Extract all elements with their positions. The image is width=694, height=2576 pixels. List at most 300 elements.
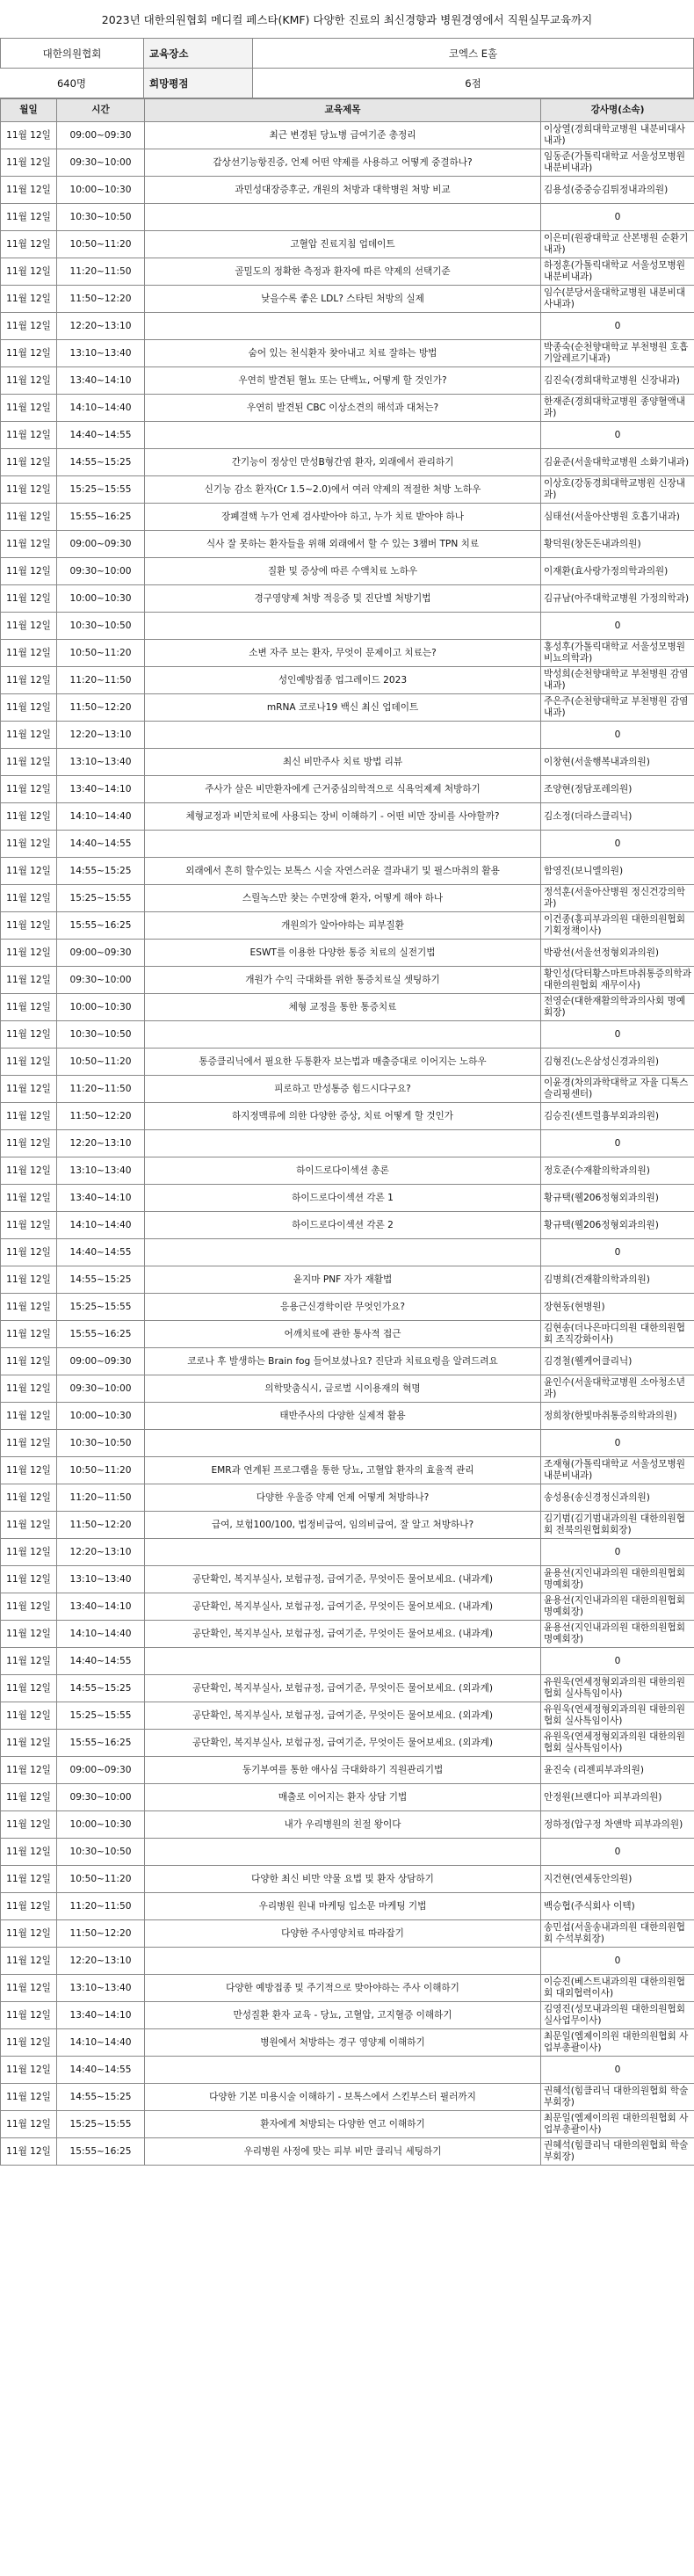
table-row — [1, 258, 694, 286]
session-time: 15:55~16:25 — [57, 2138, 145, 2166]
session-topic — [145, 1021, 541, 1049]
table-row — [1, 940, 694, 967]
session-speaker: 이상열(경희대학교병원 내분비대사내과) — [541, 122, 694, 149]
session-speaker: 박광선(서울선정형외과의원) — [541, 940, 694, 967]
session-speaker: 주은주(순천향대학교 부천병원 감염내과) — [541, 694, 694, 722]
session-speaker: 지건현(연세동안의원) — [541, 1866, 694, 1893]
table-row — [1, 613, 694, 640]
session-topic: 성인예방접종 업그레이드 2023 — [145, 667, 541, 694]
session-speaker: 이은미(원광대학교 산본병원 순환기내과) — [541, 231, 694, 258]
session-topic: 병원에서 처방하는 경구 영양제 이해하기 — [145, 2029, 541, 2057]
session-topic: 숨어 있는 천식환자 찾아내고 치료 잘하는 방법 — [145, 340, 541, 367]
session-date: 11월 12일 — [1, 313, 57, 340]
session-speaker: 0 — [541, 1430, 694, 1457]
session-speaker: 정호준(수재활의학과의원) — [541, 1157, 694, 1185]
session-topic: 응용근신경학이란 무엇인가요? — [145, 1294, 541, 1321]
session-topic: 동기부여를 통한 애사심 극대화하기 직원관리기법 — [145, 1757, 541, 1784]
table-row — [1, 694, 694, 722]
session-speaker: 송민섭(서울송내과의원 대한의원협회 수석부회장) — [541, 1920, 694, 1948]
session-topic: 질환 및 증상에 따른 수액치료 노하우 — [145, 558, 541, 585]
session-topic: 어깨치료에 관한 통사적 접근 — [145, 1321, 541, 1348]
session-topic: 하이드로다이섹션 총론 — [145, 1157, 541, 1185]
session-speaker: 이상호(강동경희대학교병원 신장내과) — [541, 476, 694, 504]
table-row — [1, 558, 694, 585]
session-speaker: 전영순(대한재활의학과의사회 명예회장) — [541, 994, 694, 1021]
session-time: 10:50~11:20 — [57, 1866, 145, 1893]
session-topic: 피로하고 만성통증 힘드시다구요? — [145, 1076, 541, 1103]
session-date: 11월 12일 — [1, 2002, 57, 2029]
session-date: 11월 12일 — [1, 1839, 57, 1866]
session-date: 11월 12일 — [1, 367, 57, 395]
session-speaker: 박성희(순천향대학교 부천병원 감염내과) — [541, 667, 694, 694]
session-speaker: 정하정(압구정 차앤박 피부과의원) — [541, 1811, 694, 1839]
session-time: 10:30~10:50 — [57, 1021, 145, 1049]
session-topic: 우리병원 사정에 맞는 피부 비만 클리닉 세팅하기 — [145, 2138, 541, 2166]
table-row — [1, 395, 694, 422]
session-date: 11월 12일 — [1, 1512, 57, 1539]
table-row — [1, 1103, 694, 1130]
table-row — [1, 1948, 694, 1975]
session-speaker: 임동준(가톨릭대학교 서울성모병원 내분비내과) — [541, 149, 694, 177]
session-speaker: 함영진(보니엘의원) — [541, 858, 694, 885]
session-time: 13:10~13:40 — [57, 1157, 145, 1185]
session-date: 11월 12일 — [1, 1185, 57, 1212]
table-row — [1, 1021, 694, 1049]
session-time: 14:40~14:55 — [57, 831, 145, 858]
session-speaker: 이창현(서울행복내과의원) — [541, 749, 694, 776]
session-time: 13:40~14:10 — [57, 1593, 145, 1621]
session-date: 11월 12일 — [1, 940, 57, 967]
session-speaker: 0 — [541, 1539, 694, 1566]
session-time: 13:10~13:40 — [57, 1975, 145, 2002]
session-time: 13:40~14:10 — [57, 776, 145, 803]
session-date: 11월 12일 — [1, 449, 57, 476]
session-speaker: 김진숙(경희대학교병원 신장내과) — [541, 367, 694, 395]
table-row — [1, 1212, 694, 1239]
session-time: 13:40~14:10 — [57, 2002, 145, 2029]
session-date: 11월 12일 — [1, 286, 57, 313]
session-time: 10:00~10:30 — [57, 1811, 145, 1839]
session-speaker: 0 — [541, 422, 694, 449]
table-row — [1, 1648, 694, 1675]
session-topic: 만성질환 환자 교육 - 당뇨, 고혈압, 고지혈증 이해하기 — [145, 2002, 541, 2029]
table-row — [1, 1130, 694, 1157]
session-speaker: 0 — [541, 1948, 694, 1975]
session-time: 15:55~16:25 — [57, 1321, 145, 1348]
session-topic: 갑상선기능항진증, 언제 어떤 약제를 사용하고 어떻게 중결하나? — [145, 149, 541, 177]
session-time: 11:20~11:50 — [57, 258, 145, 286]
session-date: 11월 12일 — [1, 1239, 57, 1266]
session-time: 11:20~11:50 — [57, 667, 145, 694]
table-row — [1, 585, 694, 613]
session-speaker: 0 — [541, 613, 694, 640]
session-time: 15:25~15:55 — [57, 2111, 145, 2138]
session-date: 11월 12일 — [1, 1484, 57, 1512]
session-speaker: 최문일(엠제이의원 대한의원협회 사업부총괄이사) — [541, 2111, 694, 2138]
session-topic: 환자에게 처방되는 다양한 연고 이해하기 — [145, 2111, 541, 2138]
session-topic: 경구영양제 처방 적응증 및 진단별 처방기법 — [145, 585, 541, 613]
session-date: 11월 12일 — [1, 1266, 57, 1294]
session-time: 09:00~09:30 — [57, 531, 145, 558]
table-row — [1, 1702, 694, 1730]
session-speaker: 임수(분당서울대학교병원 내분비대사내과) — [541, 286, 694, 313]
table-row — [1, 1757, 694, 1784]
session-time: 11:20~11:50 — [57, 1893, 145, 1920]
session-date: 11월 12일 — [1, 1103, 57, 1130]
session-topic: ESWT를 이용한 다양한 통증 치료의 실전기법 — [145, 940, 541, 967]
session-topic: 공단확인, 복지부실사, 보험규정, 급여기준, 무엇이든 물어보세요. (외과계) — [145, 1730, 541, 1757]
session-time: 15:25~15:55 — [57, 1294, 145, 1321]
session-date: 11월 12일 — [1, 2029, 57, 2057]
session-date: 11월 12일 — [1, 258, 57, 286]
session-time: 10:50~11:20 — [57, 1457, 145, 1484]
session-speaker: 김병희(건재활의학과의원) — [541, 1266, 694, 1294]
session-speaker: 0 — [541, 1021, 694, 1049]
session-topic — [145, 1239, 541, 1266]
session-topic — [145, 204, 541, 231]
session-speaker: 이건종(홍피부과의원 대한의원협회 기획정책이사) — [541, 912, 694, 940]
table-row — [1, 776, 694, 803]
table-row — [1, 1430, 694, 1457]
session-date: 11월 12일 — [1, 1948, 57, 1975]
session-topic — [145, 2057, 541, 2084]
table-row — [1, 1375, 694, 1403]
session-speaker: 윤용선(지인내과의원 대한의원협회 명예회장) — [541, 1566, 694, 1593]
session-speaker: 심태선(서울아산병원 호흡기내과) — [541, 504, 694, 531]
session-speaker: 황덕원(창돈돈내과의원) — [541, 531, 694, 558]
table-row — [1, 1811, 694, 1839]
session-date: 11월 12일 — [1, 1457, 57, 1484]
session-topic: 우연히 발견된 혈뇨 또는 단백뇨, 어떻게 할 것인가? — [145, 367, 541, 395]
table-row — [1, 967, 694, 994]
table-row — [1, 1457, 694, 1484]
session-time: 14:40~14:55 — [57, 1648, 145, 1675]
session-time: 15:25~15:55 — [57, 1702, 145, 1730]
session-topic: 골밀도의 정확한 측정과 환자에 따른 약제의 선택기준 — [145, 258, 541, 286]
table-row — [1, 912, 694, 940]
session-date: 11월 12일 — [1, 422, 57, 449]
session-topic: 매출로 이어지는 환자 상담 기법 — [145, 1784, 541, 1811]
session-topic: 다양한 예방접종 및 주기적으로 맞아야하는 주사 이해하기 — [145, 1975, 541, 2002]
session-date: 11월 12일 — [1, 1049, 57, 1076]
session-date: 11월 12일 — [1, 1784, 57, 1811]
session-time: 14:55~15:25 — [57, 1675, 145, 1702]
session-time: 12:20~13:10 — [57, 313, 145, 340]
session-speaker: 김영진(성모내과의원 대한의원협회 실사업무이사) — [541, 2002, 694, 2029]
table-row — [1, 177, 694, 204]
session-topic: 체형교정과 비만치료에 사용되는 장비 이해하기 - 어떤 비만 장비를 사야할까? — [145, 803, 541, 831]
session-speaker: 조양현(정담포레의원) — [541, 776, 694, 803]
session-date: 11월 12일 — [1, 1675, 57, 1702]
session-date: 11월 12일 — [1, 1566, 57, 1593]
session-date: 11월 12일 — [1, 912, 57, 940]
session-time: 09:30~10:00 — [57, 967, 145, 994]
table-row — [1, 1321, 694, 1348]
table-row — [1, 286, 694, 313]
session-time: 13:40~14:10 — [57, 1185, 145, 1212]
session-date: 11월 12일 — [1, 1403, 57, 1430]
table-row — [1, 1157, 694, 1185]
session-date: 11월 12일 — [1, 1294, 57, 1321]
session-topic — [145, 722, 541, 749]
session-speaker: 김소정(더라스클리닉) — [541, 803, 694, 831]
session-date: 11월 12일 — [1, 1212, 57, 1239]
session-topic — [145, 1539, 541, 1566]
table-row — [1, 1294, 694, 1321]
session-date: 11월 12일 — [1, 1648, 57, 1675]
table-row — [1, 1076, 694, 1103]
schedule-table — [0, 98, 694, 2166]
session-topic: 고혈압 진료지침 업데이트 — [145, 231, 541, 258]
session-topic — [145, 1130, 541, 1157]
session-time: 10:30~10:50 — [57, 613, 145, 640]
table-row — [1, 1675, 694, 1702]
session-date: 11월 12일 — [1, 831, 57, 858]
session-date: 11월 12일 — [1, 231, 57, 258]
session-date: 11월 12일 — [1, 504, 57, 531]
session-topic: 하이드로다이섹션 각론 1 — [145, 1185, 541, 1212]
table-row — [1, 2057, 694, 2084]
session-time: 14:10~14:40 — [57, 395, 145, 422]
session-date: 11월 12일 — [1, 1321, 57, 1348]
session-speaker: 한재준(경희대학교병원 종양혈액내과) — [541, 395, 694, 422]
session-time: 10:30~10:50 — [57, 204, 145, 231]
session-date: 11월 12일 — [1, 1021, 57, 1049]
session-date: 11월 12일 — [1, 2138, 57, 2166]
session-date: 11월 12일 — [1, 613, 57, 640]
session-speaker: 윤진숙 (리젠피부과의원) — [541, 1757, 694, 1784]
session-speaker: 이윤경(차의과학대학교 자율 디톡스 슬리핑센터) — [541, 1076, 694, 1103]
session-topic: 낮을수록 좋은 LDL? 스타틴 처방의 실제 — [145, 286, 541, 313]
table-row — [1, 831, 694, 858]
session-speaker: 정희창(한빛마취통증의학과의원) — [541, 1403, 694, 1430]
session-topic: 다양한 최신 비만 약물 요법 및 환자 상담하기 — [145, 1866, 541, 1893]
session-time: 09:00~09:30 — [57, 1757, 145, 1784]
session-time: 10:50~11:20 — [57, 640, 145, 667]
session-time: 09:30~10:00 — [57, 1784, 145, 1811]
header-time: 시간 — [57, 99, 145, 122]
table-row — [1, 340, 694, 367]
session-speaker: 유원욱(연세정형외과의원 대한의원협회 실사특임이사) — [541, 1702, 694, 1730]
session-date: 11월 12일 — [1, 585, 57, 613]
session-date: 11월 12일 — [1, 994, 57, 1021]
session-time: 10:50~11:20 — [57, 1049, 145, 1076]
session-time: 10:00~10:30 — [57, 1403, 145, 1430]
session-speaker: 정석훈(서울아산병원 정신건강의학과) — [541, 885, 694, 912]
table-row — [1, 2111, 694, 2138]
session-speaker: 0 — [541, 2057, 694, 2084]
session-speaker: 김기범(김기범내과의원 대한의원협회 전북의원협회회장) — [541, 1512, 694, 1539]
session-topic: 태반주사의 다양한 실제적 활용 — [145, 1403, 541, 1430]
session-time: 11:20~11:50 — [57, 1484, 145, 1512]
session-speaker: 0 — [541, 722, 694, 749]
session-topic — [145, 313, 541, 340]
table-row — [1, 994, 694, 1021]
capacity: 640명 — [0, 69, 144, 98]
session-date: 11월 12일 — [1, 640, 57, 667]
session-topic — [145, 1839, 541, 1866]
session-topic: 최신 비만주사 치료 방법 리뷰 — [145, 749, 541, 776]
table-row — [1, 367, 694, 395]
schedule-rows — [1, 122, 694, 2166]
session-speaker: 0 — [541, 831, 694, 858]
session-time: 10:50~11:20 — [57, 231, 145, 258]
table-row — [1, 858, 694, 885]
table-row — [1, 504, 694, 531]
table-row — [1, 1975, 694, 2002]
session-time: 12:20~13:10 — [57, 1948, 145, 1975]
table-row — [1, 722, 694, 749]
session-topic: EMR과 연계된 프로그램을 통한 당뇨, 고혈압 환자의 효율적 관리 — [145, 1457, 541, 1484]
session-time: 09:30~10:00 — [57, 558, 145, 585]
session-topic: 급여, 보험100/100, 법정비급여, 임의비급여, 잘 알고 처방하나? — [145, 1512, 541, 1539]
table-row — [1, 1185, 694, 1212]
table-row — [1, 667, 694, 694]
session-topic: 외래에서 흔히 할수있는 보톡스 시술 자연스러운 결과내기 및 필스마취의 활용 — [145, 858, 541, 885]
session-topic — [145, 1430, 541, 1457]
venue-label: 교육장소 — [144, 39, 253, 69]
session-time: 12:20~13:10 — [57, 1539, 145, 1566]
session-time: 14:10~14:40 — [57, 1621, 145, 1648]
session-time: 14:10~14:40 — [57, 2029, 145, 2057]
session-speaker: 김승진(센트럴흉부외과의원) — [541, 1103, 694, 1130]
session-date: 11월 12일 — [1, 1920, 57, 1948]
session-date: 11월 12일 — [1, 340, 57, 367]
session-time: 15:55~16:25 — [57, 504, 145, 531]
session-date: 11월 12일 — [1, 1730, 57, 1757]
session-time: 12:20~13:10 — [57, 722, 145, 749]
credit-label: 희망평점 — [144, 69, 253, 98]
table-row — [1, 1593, 694, 1621]
session-date: 11월 12일 — [1, 1866, 57, 1893]
session-speaker: 권혜석(힘클리닉 대한의원협회 학술부회장) — [541, 2084, 694, 2111]
session-date: 11월 12일 — [1, 1593, 57, 1621]
table-row — [1, 803, 694, 831]
table-row — [1, 231, 694, 258]
header-topic: 교육제목 — [145, 99, 541, 122]
session-time: 14:40~14:55 — [57, 2057, 145, 2084]
session-date: 11월 12일 — [1, 885, 57, 912]
table-row — [1, 1866, 694, 1893]
session-date: 11월 12일 — [1, 1130, 57, 1157]
session-time: 14:40~14:55 — [57, 1239, 145, 1266]
session-topic — [145, 422, 541, 449]
session-time: 14:10~14:40 — [57, 803, 145, 831]
session-speaker: 0 — [541, 1239, 694, 1266]
session-date: 11월 12일 — [1, 177, 57, 204]
session-date: 11월 12일 — [1, 1539, 57, 1566]
session-date: 11월 12일 — [1, 531, 57, 558]
session-topic: 내가 우리병원의 친절 왕이다 — [145, 1811, 541, 1839]
session-speaker: 하정훈(가톨릭대학교 서울성모병원 내분비내과) — [541, 258, 694, 286]
session-time: 09:00~09:30 — [57, 940, 145, 967]
session-date: 11월 12일 — [1, 858, 57, 885]
session-time: 13:10~13:40 — [57, 1566, 145, 1593]
session-time: 13:10~13:40 — [57, 340, 145, 367]
table-row — [1, 2002, 694, 2029]
session-topic: 공단확인, 복지부실사, 보험규정, 급여기준, 무엇이든 물어보세요. (내과계) — [145, 1566, 541, 1593]
session-topic: 최근 변경된 당뇨병 급여기준 총정리 — [145, 122, 541, 149]
session-topic: 다양한 기본 미용시술 이해하기 - 보톡스에서 스킨부스터 필러까지 — [145, 2084, 541, 2111]
session-date: 11월 12일 — [1, 2084, 57, 2111]
session-time: 10:30~10:50 — [57, 1430, 145, 1457]
session-time: 09:30~10:00 — [57, 149, 145, 177]
session-speaker: 0 — [541, 1130, 694, 1157]
table-row — [1, 1512, 694, 1539]
session-speaker: 0 — [541, 1648, 694, 1675]
session-topic: 우연히 발견된 CBC 이상소견의 해석과 대처는? — [145, 395, 541, 422]
table-row — [1, 1920, 694, 1948]
session-time: 13:40~14:10 — [57, 367, 145, 395]
session-topic: 개원의가 알아야하는 피부질환 — [145, 912, 541, 940]
header-date: 월일 — [1, 99, 57, 122]
session-speaker: 안정원(브랜디아 피부과의원) — [541, 1784, 694, 1811]
session-date: 11월 12일 — [1, 749, 57, 776]
session-date: 11월 12일 — [1, 1757, 57, 1784]
session-date: 11월 12일 — [1, 1348, 57, 1375]
session-speaker: 0 — [541, 313, 694, 340]
session-topic: 간기능이 정상인 만성B형간염 환자, 외래에서 관리하기 — [145, 449, 541, 476]
session-speaker: 김형진(노은삼성신경과의원) — [541, 1049, 694, 1076]
session-speaker: 김규남(아주대학교병원 가정의학과) — [541, 585, 694, 613]
session-speaker: 0 — [541, 204, 694, 231]
session-topic: 윤지마 PNF 자가 재활법 — [145, 1266, 541, 1294]
table-row — [1, 1403, 694, 1430]
table-row — [1, 313, 694, 340]
table-row — [1, 204, 694, 231]
table-header-row — [1, 99, 694, 122]
session-speaker: 김경철(웰케어클리닉) — [541, 1348, 694, 1375]
table-row — [1, 1893, 694, 1920]
table-row — [1, 1839, 694, 1866]
session-speaker: 윤인수(서울대학교병원 소아청소년과) — [541, 1375, 694, 1403]
table-row — [1, 885, 694, 912]
session-topic: 공단확인, 복지부실사, 보험규정, 급여기준, 무엇이든 물어보세요. (내과계) — [145, 1621, 541, 1648]
session-time: 14:10~14:40 — [57, 1212, 145, 1239]
session-date: 11월 12일 — [1, 558, 57, 585]
table-row — [1, 1621, 694, 1648]
session-topic: 과민성대장증후군, 개원의 처방과 대학병원 처방 비교 — [145, 177, 541, 204]
table-row — [1, 422, 694, 449]
table-row — [1, 1566, 694, 1593]
table-row — [1, 2029, 694, 2057]
session-speaker: 김현송(더나은마디의원 대한의원협회 조직강화이사) — [541, 1321, 694, 1348]
session-time: 11:50~12:20 — [57, 1103, 145, 1130]
session-speaker: 박종숙(순천향대학교 부천병원 호흡기알레르기내과) — [541, 340, 694, 367]
session-date: 11월 12일 — [1, 803, 57, 831]
session-speaker: 황규택(웰206정형외과의원) — [541, 1185, 694, 1212]
session-topic: 체형 교정을 통한 통증치료 — [145, 994, 541, 1021]
table-row — [1, 449, 694, 476]
session-topic: 하지정맥류에 의한 다양한 증상, 치료 어떻게 할 것인가 — [145, 1103, 541, 1130]
session-speaker: 김용성(중중승김튀정내과의원) — [541, 177, 694, 204]
session-speaker: 황인성(닥터황스마트마취통증의학과 대한의원협회 재무이사) — [541, 967, 694, 994]
session-time: 11:50~12:20 — [57, 286, 145, 313]
session-date: 11월 12일 — [1, 1375, 57, 1403]
session-topic: 신기능 감소 환자(Cr 1.5~2.0)에서 여러 약제의 적절한 처방 노하우 — [145, 476, 541, 504]
session-time: 10:00~10:30 — [57, 585, 145, 613]
session-time: 11:50~12:20 — [57, 1920, 145, 1948]
session-date: 11월 12일 — [1, 967, 57, 994]
session-topic: 공단확인, 복지부실사, 보험규정, 급여기준, 무엇이든 물어보세요. (외과계) — [145, 1675, 541, 1702]
organizer: 대한의원협회 — [0, 39, 144, 69]
session-time: 09:00~09:30 — [57, 1348, 145, 1375]
session-speaker: 유원욱(연세정형외과의원 대한의원협회 실사특임이사) — [541, 1675, 694, 1702]
table-row — [1, 1484, 694, 1512]
session-topic: 하이드로다이섹션 각론 2 — [145, 1212, 541, 1239]
session-speaker: 황규택(웰206정형외과의원) — [541, 1212, 694, 1239]
session-date: 11월 12일 — [1, 1811, 57, 1839]
